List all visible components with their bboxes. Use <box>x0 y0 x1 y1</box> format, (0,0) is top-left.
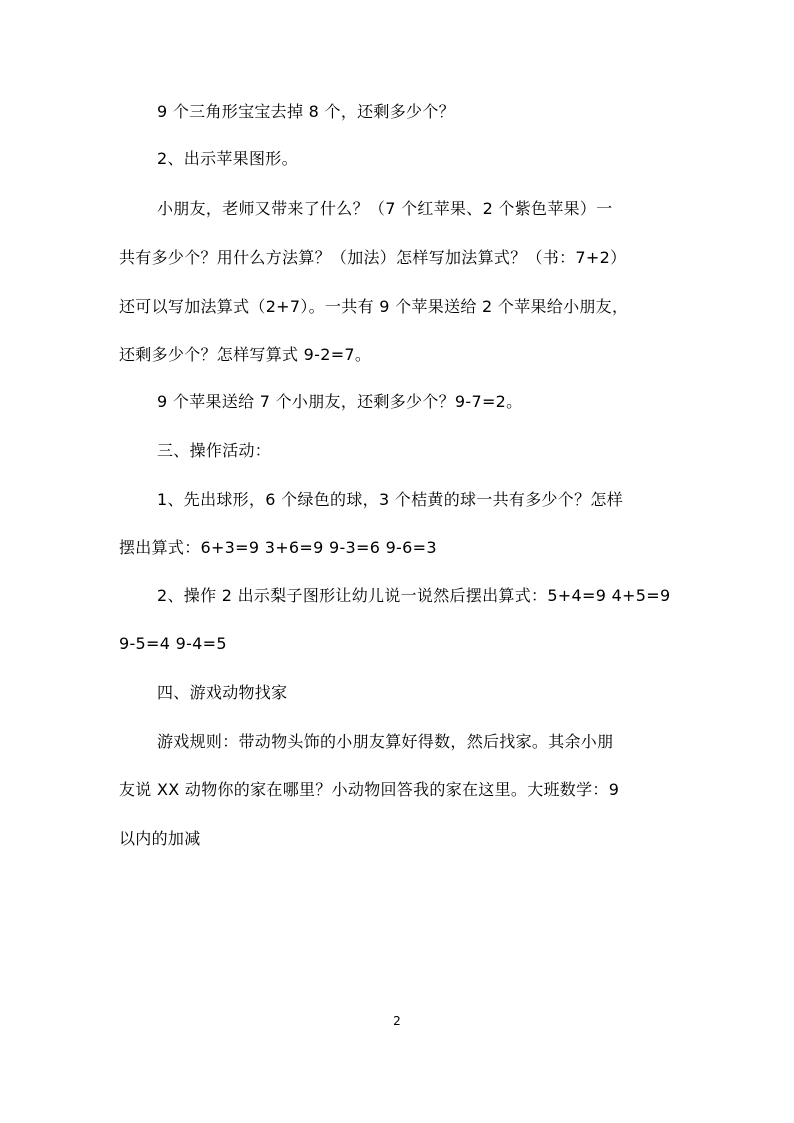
text-line: 9 个苹果送给 7 个小朋友，还剩多少个？9-7=2。 <box>157 392 523 411</box>
text-line: 友说 XX 动物你的家在哪里？小动物回答我的家在这里。大班数学：9 <box>119 780 620 799</box>
text-line: 共有多少个？用什么方法算？（加法）怎样写加法算式？（书：7+2） <box>119 248 627 267</box>
section-heading: 2、出示苹果图形。 <box>157 149 298 168</box>
section-heading: 三、操作活动： <box>157 441 272 460</box>
text-line: 摆出算式：6+3=9 3+6=9 9-3=6 9-6=3 <box>119 538 437 557</box>
text-line: 以内的加减 <box>119 829 201 848</box>
page-number: 2 <box>393 1014 401 1028</box>
text-line: 1、先出球形，6 个绿色的球，3 个桔黄的球一共有多少个？怎样 <box>157 490 624 509</box>
text-line: 小朋友，老师又带来了什么？（7 个红苹果、2 个紫色苹果）一 <box>157 199 613 218</box>
text-line: 还剩多少个？怎样写算式 9-2=7。 <box>119 345 372 364</box>
text-line: 9 个三角形宝宝去掉 8 个，还剩多少个？ <box>157 102 455 121</box>
text-line: 2、操作 2 出示梨子图形让幼儿说一说然后摆出算式：5+4=9 4+5=9 <box>157 586 671 605</box>
text-line: 游戏规则：带动物头饰的小朋友算好得数，然后找家。其余小朋 <box>157 732 614 751</box>
section-heading: 四、游戏动物找家 <box>157 683 288 702</box>
text-line: 还可以写加法算式（2+7）。一共有 9 个苹果送给 2 个苹果给小朋友， <box>119 297 629 316</box>
text-line: 9-5=4 9-4=5 <box>119 634 227 653</box>
